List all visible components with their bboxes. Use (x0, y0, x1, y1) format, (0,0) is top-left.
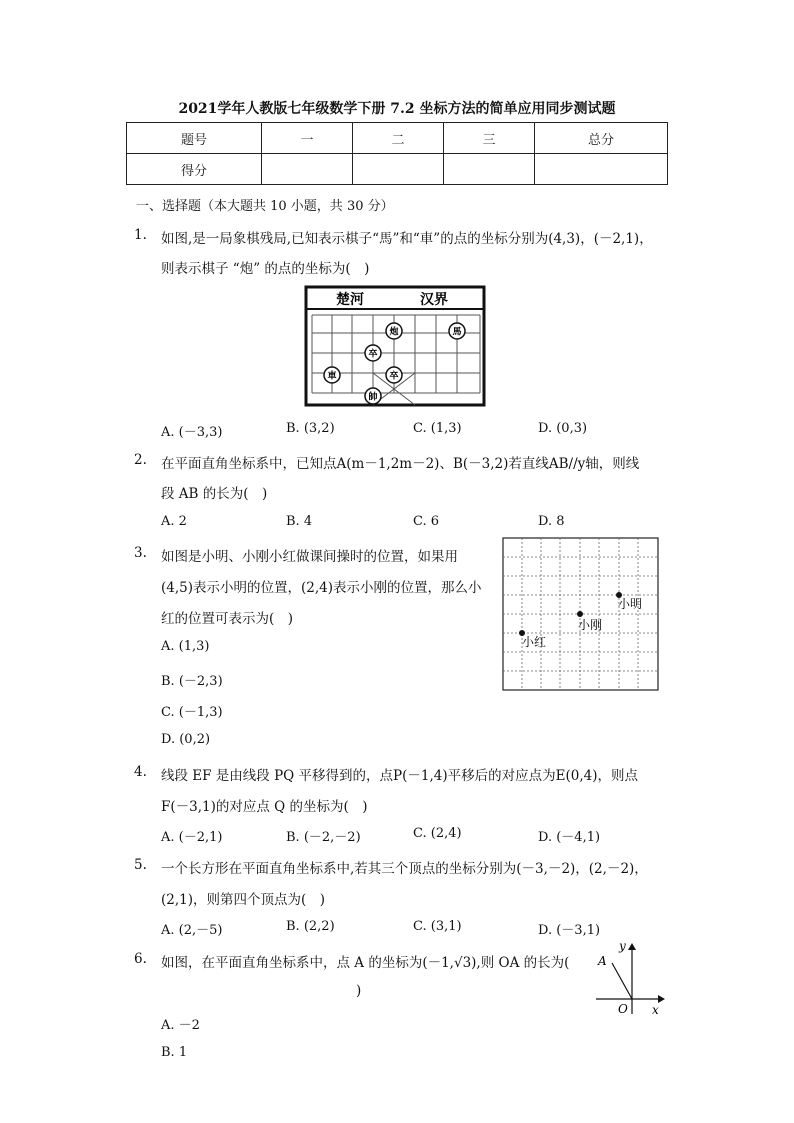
option-d: D. (－4,1) (538, 830, 601, 845)
axis-label-x: x (652, 1003, 659, 1017)
option-b: B. (－2,3) (161, 674, 223, 689)
point-label-a: A (598, 954, 607, 968)
option-a: A. (2,－5) (161, 923, 223, 938)
question-number: 1. (134, 227, 147, 243)
option-a: A. －2 (161, 1018, 200, 1033)
section-heading: 一、选择题（本大题共 10 小题，共 30 分） (136, 199, 394, 214)
score-header-cell: 一 (262, 123, 353, 154)
question-text: 红的位置可表示为( ) (161, 611, 294, 627)
option-c: C. (1,3) (413, 421, 462, 436)
score-cell (535, 154, 668, 185)
position-grid-figure (502, 537, 660, 692)
axis-label-y: y (619, 939, 626, 953)
piece-zu: 卒 (389, 371, 399, 382)
question-text: F(－3,1)的对应点 Q 的坐标为( ) (161, 799, 368, 815)
question-text: 在平面直角坐标系中，已知点A(m－1,2m－2)、B(－3,2)若直线AB//y轴，则线 (161, 456, 640, 472)
label-xiaoming: 小明 (618, 597, 643, 611)
board-label-hanjie: 汉界 (420, 292, 448, 308)
label-xiaohong: 小红 (522, 635, 547, 649)
piece-ju: 車 (327, 371, 337, 382)
question-number: 3. (134, 545, 147, 561)
score-row-label: 得分 (127, 154, 262, 185)
score-header-cell: 三 (444, 123, 535, 154)
origin-label: O (618, 1002, 628, 1016)
question-number: 5. (134, 857, 147, 873)
question-text: 如图是小明、小刚小红做课间操时的位置，如果用 (161, 549, 458, 565)
score-header-cell: 总分 (535, 123, 668, 154)
option-b: B. (3,2) (286, 421, 335, 436)
board-label-chuhe: 楚河 (336, 292, 364, 308)
point-xiaogang (577, 611, 583, 617)
chess-board-figure (304, 285, 486, 407)
score-cell (353, 154, 444, 185)
score-table (126, 122, 668, 185)
question-text: ) (356, 983, 362, 999)
question-number: 6. (134, 951, 147, 967)
coordinate-axes-figure (594, 938, 668, 1018)
score-header-cell: 题号 (127, 123, 262, 154)
question-text: 线段 EF 是由线段 PQ 平移得到的，点P(－1,4)平移后的对应点为E(0,4)，则点 (161, 768, 638, 784)
segment-oa (612, 963, 632, 999)
question-text: 一个长方形在平面直角坐标系中,若其三个顶点的坐标分别为(－3,－2)，(2,－2)， (161, 861, 648, 877)
option-d: D. 8 (538, 514, 565, 529)
label-xiaogang: 小刚 (578, 618, 603, 632)
score-cell (262, 154, 353, 185)
score-header-cell: 二 (353, 123, 444, 154)
option-d: D. (－3,1) (538, 923, 601, 938)
question-text: 如图,是一局象棋残局,已知表示棋子“馬”和“車”的点的坐标分别为(4,3)，(－2,1)， (161, 231, 653, 247)
option-a: A. (－2,1) (161, 830, 223, 845)
option-b: B. 4 (286, 514, 313, 529)
option-b: B. 1 (161, 1045, 188, 1060)
option-c: C. (3,1) (413, 919, 462, 934)
option-d: D. (0,3) (538, 421, 588, 436)
option-c: C. (2,4) (413, 826, 462, 841)
score-cell (444, 154, 535, 185)
question-text: 如图，在平面直角坐标系中，点 A 的坐标为(－1,√3),则 OA 的长为( (161, 955, 570, 971)
option-a: A. (－3,3) (161, 425, 223, 440)
piece-zu: 卒 (368, 349, 378, 360)
option-c: C. 6 (413, 514, 440, 529)
question-number: 2. (134, 452, 147, 468)
option-d: D. (0,2) (161, 732, 211, 747)
piece-pao: 炮 (389, 327, 399, 338)
option-b: B. (2,2) (286, 919, 335, 934)
question-number: 4. (134, 764, 147, 780)
option-a: A. 2 (161, 514, 187, 529)
question-text: (4,5)表示小明的位置，(2,4)表示小刚的位置，那么小 (161, 580, 482, 596)
document-title: 2021学年人教版七年级数学下册 7.2 坐标方法的简单应用同步测试题 (178, 101, 616, 117)
piece-shuai: 帥 (368, 392, 378, 403)
option-a: A. (1,3) (161, 639, 210, 654)
question-text: (2,1)，则第四个顶点为( ) (161, 892, 326, 908)
question-text: 段 AB 的长为( ) (161, 486, 268, 502)
question-text: 则表示棋子 “炮” 的点的坐标为( ) (161, 261, 370, 277)
option-b: B. (－2,－2) (286, 830, 361, 845)
piece-ma: 馬 (452, 327, 462, 338)
option-c: C. (－1,3) (161, 705, 223, 720)
